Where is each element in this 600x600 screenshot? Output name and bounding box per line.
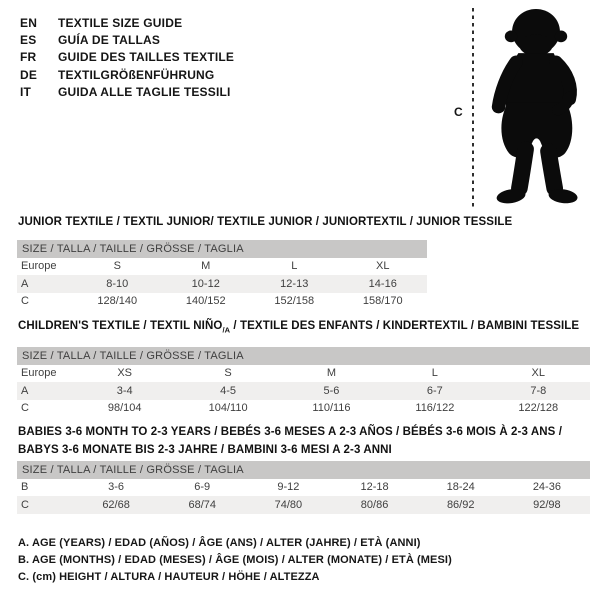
row-label: Europe	[21, 260, 57, 273]
cell: 140/152	[185, 295, 226, 308]
cell: 62/68	[73, 496, 159, 514]
language-code: EN	[20, 15, 38, 30]
cell: 128/140	[97, 295, 138, 308]
children-section-title	[18, 320, 579, 334]
size-header: SIZE / TALLA / TAILLE / GRÖSSE / TAGLIA	[17, 240, 427, 258]
language-label: GUIDE DES TAILLES TEXTILE	[58, 50, 235, 65]
cell: 74/80	[245, 496, 331, 514]
row-label: A	[17, 275, 73, 293]
cell: XS	[117, 367, 133, 380]
cell: 158/170	[362, 295, 403, 308]
table-row	[17, 293, 427, 311]
cell: 12-18	[360, 481, 389, 494]
cell: L	[291, 260, 298, 273]
table-row	[17, 479, 590, 497]
row-label: C	[17, 496, 73, 514]
table-header-row	[17, 240, 427, 258]
cell: 7-8	[487, 382, 590, 400]
table-header-row	[17, 461, 590, 479]
row-label: B	[21, 481, 29, 494]
language-list	[20, 14, 234, 101]
cell: 3-4	[73, 382, 176, 400]
language-row-es	[20, 31, 234, 48]
language-label: TEXTILE SIZE GUIDE	[58, 15, 183, 30]
babies-section-title	[18, 423, 562, 459]
row-label: Europe	[21, 367, 57, 380]
footnotes	[18, 535, 452, 586]
cell: 3-6	[108, 481, 125, 494]
language-label: TEXTILGRÖßENFÜHRUNG	[58, 67, 215, 82]
table-row	[17, 275, 427, 293]
cell: 98/104	[107, 402, 142, 415]
cell: 4-5	[176, 382, 279, 400]
row-label: C	[21, 402, 29, 415]
height-measure-line	[471, 8, 475, 208]
table-row	[17, 382, 590, 400]
language-row-de	[20, 66, 234, 83]
cell: 12-13	[250, 275, 339, 293]
language-code: FR	[20, 50, 37, 65]
language-code: IT	[20, 85, 32, 100]
language-row-fr	[20, 49, 234, 66]
cell: M	[201, 260, 211, 273]
cell: XL	[531, 367, 546, 380]
cell: S	[113, 260, 121, 273]
junior-section-title: JUNIOR TEXTILE / TEXTIL JUNIOR/ TEXTILE JUNIOR / JUNIORTEXTIL / JUNIOR TESSILE	[18, 216, 513, 228]
size-header: SIZE / TALLA / TAILLE / GRÖSSE / TAGLIA	[17, 461, 590, 479]
cell: 110/116	[312, 402, 351, 415]
cell: 14-16	[339, 275, 428, 293]
footnote-b: B. AGE (MONTHS) / EDAD (MESES) / ÂGE (MOIS) / ALTER (MONATE) / ETÀ (MESI)	[18, 554, 452, 566]
toddler-silhouette-icon	[484, 6, 588, 207]
cell: 80/86	[331, 496, 417, 514]
cell: 5-6	[280, 382, 383, 400]
language-code: DE	[20, 67, 38, 82]
language-row-it	[20, 84, 234, 101]
height-label: C	[454, 105, 463, 119]
cell: 86/92	[418, 496, 504, 514]
footnote-c: C. (cm) HEIGHT / ALTURA / HAUTEUR / HÖHE / ALTEZZA	[18, 571, 320, 583]
table-row	[17, 258, 427, 276]
cell: 122/128	[518, 402, 559, 415]
cell: 152/158	[274, 295, 315, 308]
cell: 8-10	[73, 275, 162, 293]
babies-size-table	[17, 461, 590, 514]
row-label: A	[17, 382, 73, 400]
cell: 92/98	[504, 496, 590, 514]
cell: S	[224, 367, 232, 380]
cell: 104/110	[208, 402, 248, 415]
cell: M	[326, 367, 337, 380]
table-row	[17, 365, 590, 383]
language-row-en	[20, 14, 234, 31]
cell: 18-24	[446, 481, 475, 494]
row-label: C	[21, 295, 29, 308]
babies-title-line1: BABIES 3-6 MONTH TO 2-3 YEARS / BEBÉS 3-6 MESES A 2-3 AÑOS / BÉBÉS 3-6 MOIS À 2-3 ANS /	[18, 426, 562, 438]
footnote-a: A. AGE (YEARS) / EDAD (AÑOS) / ÂGE (ANS) / ALTER (JAHRE) / ETÀ (ANNI)	[18, 537, 421, 549]
cell: 6-9	[194, 481, 211, 494]
cell: 24-36	[532, 481, 561, 494]
children-title-pre: CHILDREN'S TEXTILE / TEXTIL NIÑO	[18, 320, 223, 332]
children-title-sub: /A	[222, 325, 231, 335]
cell: 6-7	[383, 382, 486, 400]
table-row	[17, 496, 590, 514]
babies-title-line2: BABYS 3-6 MONATE BIS 2-3 JAHRE / BAMBINI 3-6 MESI A 2-3 ANNI	[18, 444, 392, 456]
junior-size-table	[17, 240, 427, 310]
cell: L	[431, 367, 438, 380]
size-header: SIZE / TALLA / TAILLE / GRÖSSE / TAGLIA	[17, 347, 590, 365]
table-header-row	[17, 347, 590, 365]
cell: XL	[376, 260, 390, 273]
children-title-post: / TEXTILE DES ENFANTS / KINDERTEXTIL / BAMBINI TESSILE	[230, 320, 580, 332]
cell: 116/122	[415, 402, 455, 415]
table-row	[17, 400, 590, 418]
cell: 68/74	[159, 496, 245, 514]
language-code: ES	[20, 33, 37, 48]
language-label: GUÍA DE TALLAS	[58, 33, 161, 48]
cell: 9-12	[277, 481, 300, 494]
children-size-table	[17, 347, 590, 417]
cell: 10-12	[162, 275, 251, 293]
language-label: GUIDA ALLE TAGLIE TESSILI	[58, 85, 231, 100]
